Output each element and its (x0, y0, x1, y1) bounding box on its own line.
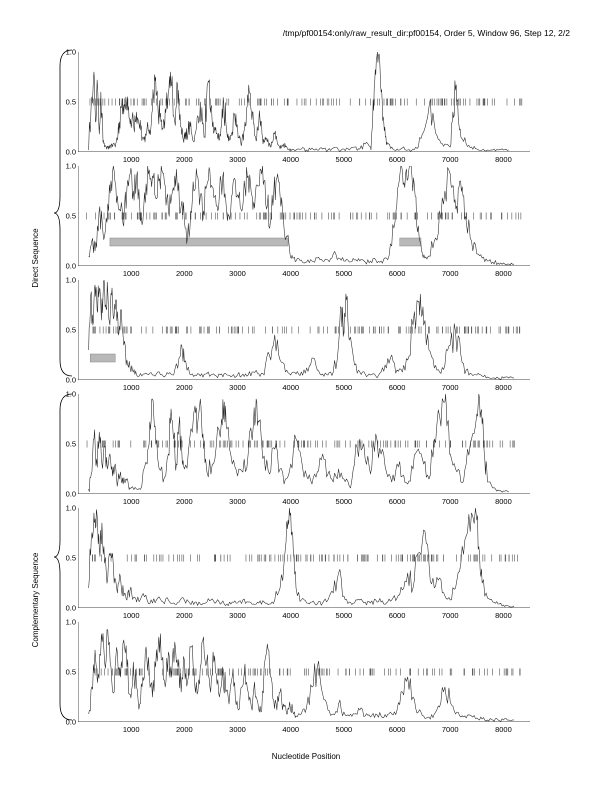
orf-shaded-bar (90, 354, 115, 362)
y-axis-labels (52, 617, 76, 727)
codon-tick-row (95, 669, 520, 676)
x-tick-label: 2000 (176, 269, 193, 278)
axis-spines (78, 166, 530, 266)
x-tick-label: 4000 (282, 611, 300, 620)
codon-tick-row (92, 555, 517, 562)
x-tick-label: 6000 (388, 497, 406, 506)
x-tick-label: 2000 (176, 611, 193, 620)
x-tick-label: 6000 (388, 155, 406, 164)
x-tick-label: 6000 (388, 383, 406, 392)
x-tick-label: 3000 (229, 497, 246, 506)
x-axis-title: Nucleotide Position (271, 752, 341, 761)
x-tick-label: 1000 (122, 155, 140, 164)
y-axis-labels (52, 161, 76, 271)
y-tick-label: 0.5 (65, 97, 76, 107)
chart-panel-direct-frame-3 (65, 275, 530, 392)
orf-shaded-bar (400, 238, 421, 246)
x-tick-label: 2000 (176, 383, 193, 392)
x-tick-label: 7000 (441, 725, 459, 734)
x-tick-label: 7000 (441, 269, 459, 278)
x-tick-label: 1000 (122, 611, 140, 620)
x-tick-label: 8000 (495, 611, 512, 620)
plot-area (78, 508, 530, 608)
axis-spines (78, 508, 530, 608)
x-tick-label: 7000 (441, 497, 459, 506)
x-tick-label: 1000 (122, 725, 140, 734)
x-tick-label: 8000 (495, 269, 512, 278)
x-tick-label: 8000 (495, 383, 512, 392)
x-tick-label: 8000 (495, 155, 512, 164)
codon-tick-row (87, 213, 521, 220)
plot-area (78, 166, 530, 266)
y-tick-label: 0.5 (65, 667, 76, 677)
y-tick-label: 0.0 (65, 261, 76, 271)
chart-panel-complementary-frame-3 (65, 617, 530, 734)
x-tick-label: 8000 (495, 497, 512, 506)
y-tick-label: 1.0 (65, 617, 76, 627)
chart-panel-direct-frame-1 (65, 47, 530, 164)
x-tick-label: 2000 (176, 725, 193, 734)
plot-area (78, 280, 530, 380)
y-axis-labels (52, 389, 76, 499)
x-tick-label: 5000 (335, 725, 353, 734)
x-tick-label: 8000 (495, 725, 512, 734)
y-tick-label: 0.0 (65, 603, 76, 613)
x-tick-label: 4000 (282, 383, 300, 392)
chart-panel-direct-frame-2 (65, 161, 530, 278)
plot-area (78, 394, 530, 494)
y-tick-label: 0.0 (65, 489, 76, 499)
y-tick-label: 1.0 (65, 161, 76, 171)
x-tick-label: 2000 (176, 155, 193, 164)
x-tick-label: 1000 (122, 269, 140, 278)
y-axis-labels (52, 47, 76, 157)
y-tick-label: 0.0 (65, 717, 76, 727)
axis-spines (78, 622, 530, 722)
x-tick-label: 6000 (388, 269, 406, 278)
x-tick-label: 7000 (441, 383, 459, 392)
y-tick-label: 0.5 (65, 439, 76, 449)
y-tick-label: 1.0 (65, 389, 76, 399)
y-tick-label: 0.5 (65, 553, 76, 563)
x-tick-label: 4000 (282, 725, 300, 734)
chart-panel-complementary-frame-2 (65, 503, 530, 620)
y-tick-label: 0.5 (65, 325, 76, 335)
plot-area (78, 52, 530, 152)
x-axis-labels (78, 722, 530, 738)
y-axis-labels (52, 275, 76, 385)
orf-shaded-bar (110, 238, 288, 246)
figure-title: /tmp/pf00154:only/raw_result_dir:pf00154, Order 5, Window 96, Step 12, 2/2 (282, 28, 570, 38)
series-line (89, 508, 514, 607)
x-tick-label: 3000 (229, 611, 246, 620)
x-tick-label: 7000 (441, 611, 459, 620)
x-tick-label: 4000 (282, 155, 300, 164)
plot-area (78, 622, 530, 722)
x-tick-label: 3000 (229, 155, 246, 164)
y-tick-label: 0.0 (65, 375, 76, 385)
group-label-complementary-sequence: Complementary Sequence (31, 552, 40, 648)
x-tick-label: 3000 (229, 269, 246, 278)
x-tick-label: 4000 (282, 269, 300, 278)
x-tick-label: 4000 (282, 497, 300, 506)
x-tick-label: 2000 (176, 497, 193, 506)
series-line (89, 166, 514, 265)
y-axis-labels (52, 503, 76, 613)
x-tick-label: 1000 (122, 497, 140, 506)
group-label-direct-sequence: Direct Sequence (31, 228, 40, 288)
chart-panel-complementary-frame-1 (65, 389, 530, 506)
x-tick-label: 6000 (388, 611, 406, 620)
x-tick-label: 7000 (441, 155, 459, 164)
y-tick-label: 0.0 (65, 147, 76, 157)
y-tick-label: 1.0 (65, 275, 76, 285)
y-tick-label: 0.5 (65, 211, 76, 221)
x-tick-label: 5000 (335, 611, 353, 620)
y-tick-label: 1.0 (65, 47, 76, 57)
x-tick-label: 6000 (388, 725, 406, 734)
x-tick-label: 5000 (335, 383, 353, 392)
x-tick-label: 3000 (229, 383, 246, 392)
codon-tick-row (87, 441, 514, 448)
x-tick-label: 5000 (335, 269, 353, 278)
y-tick-label: 1.0 (65, 503, 76, 513)
x-tick-label: 1000 (122, 383, 140, 392)
x-tick-label: 5000 (335, 155, 353, 164)
x-tick-label: 5000 (335, 497, 353, 506)
x-tick-label: 3000 (229, 725, 246, 734)
